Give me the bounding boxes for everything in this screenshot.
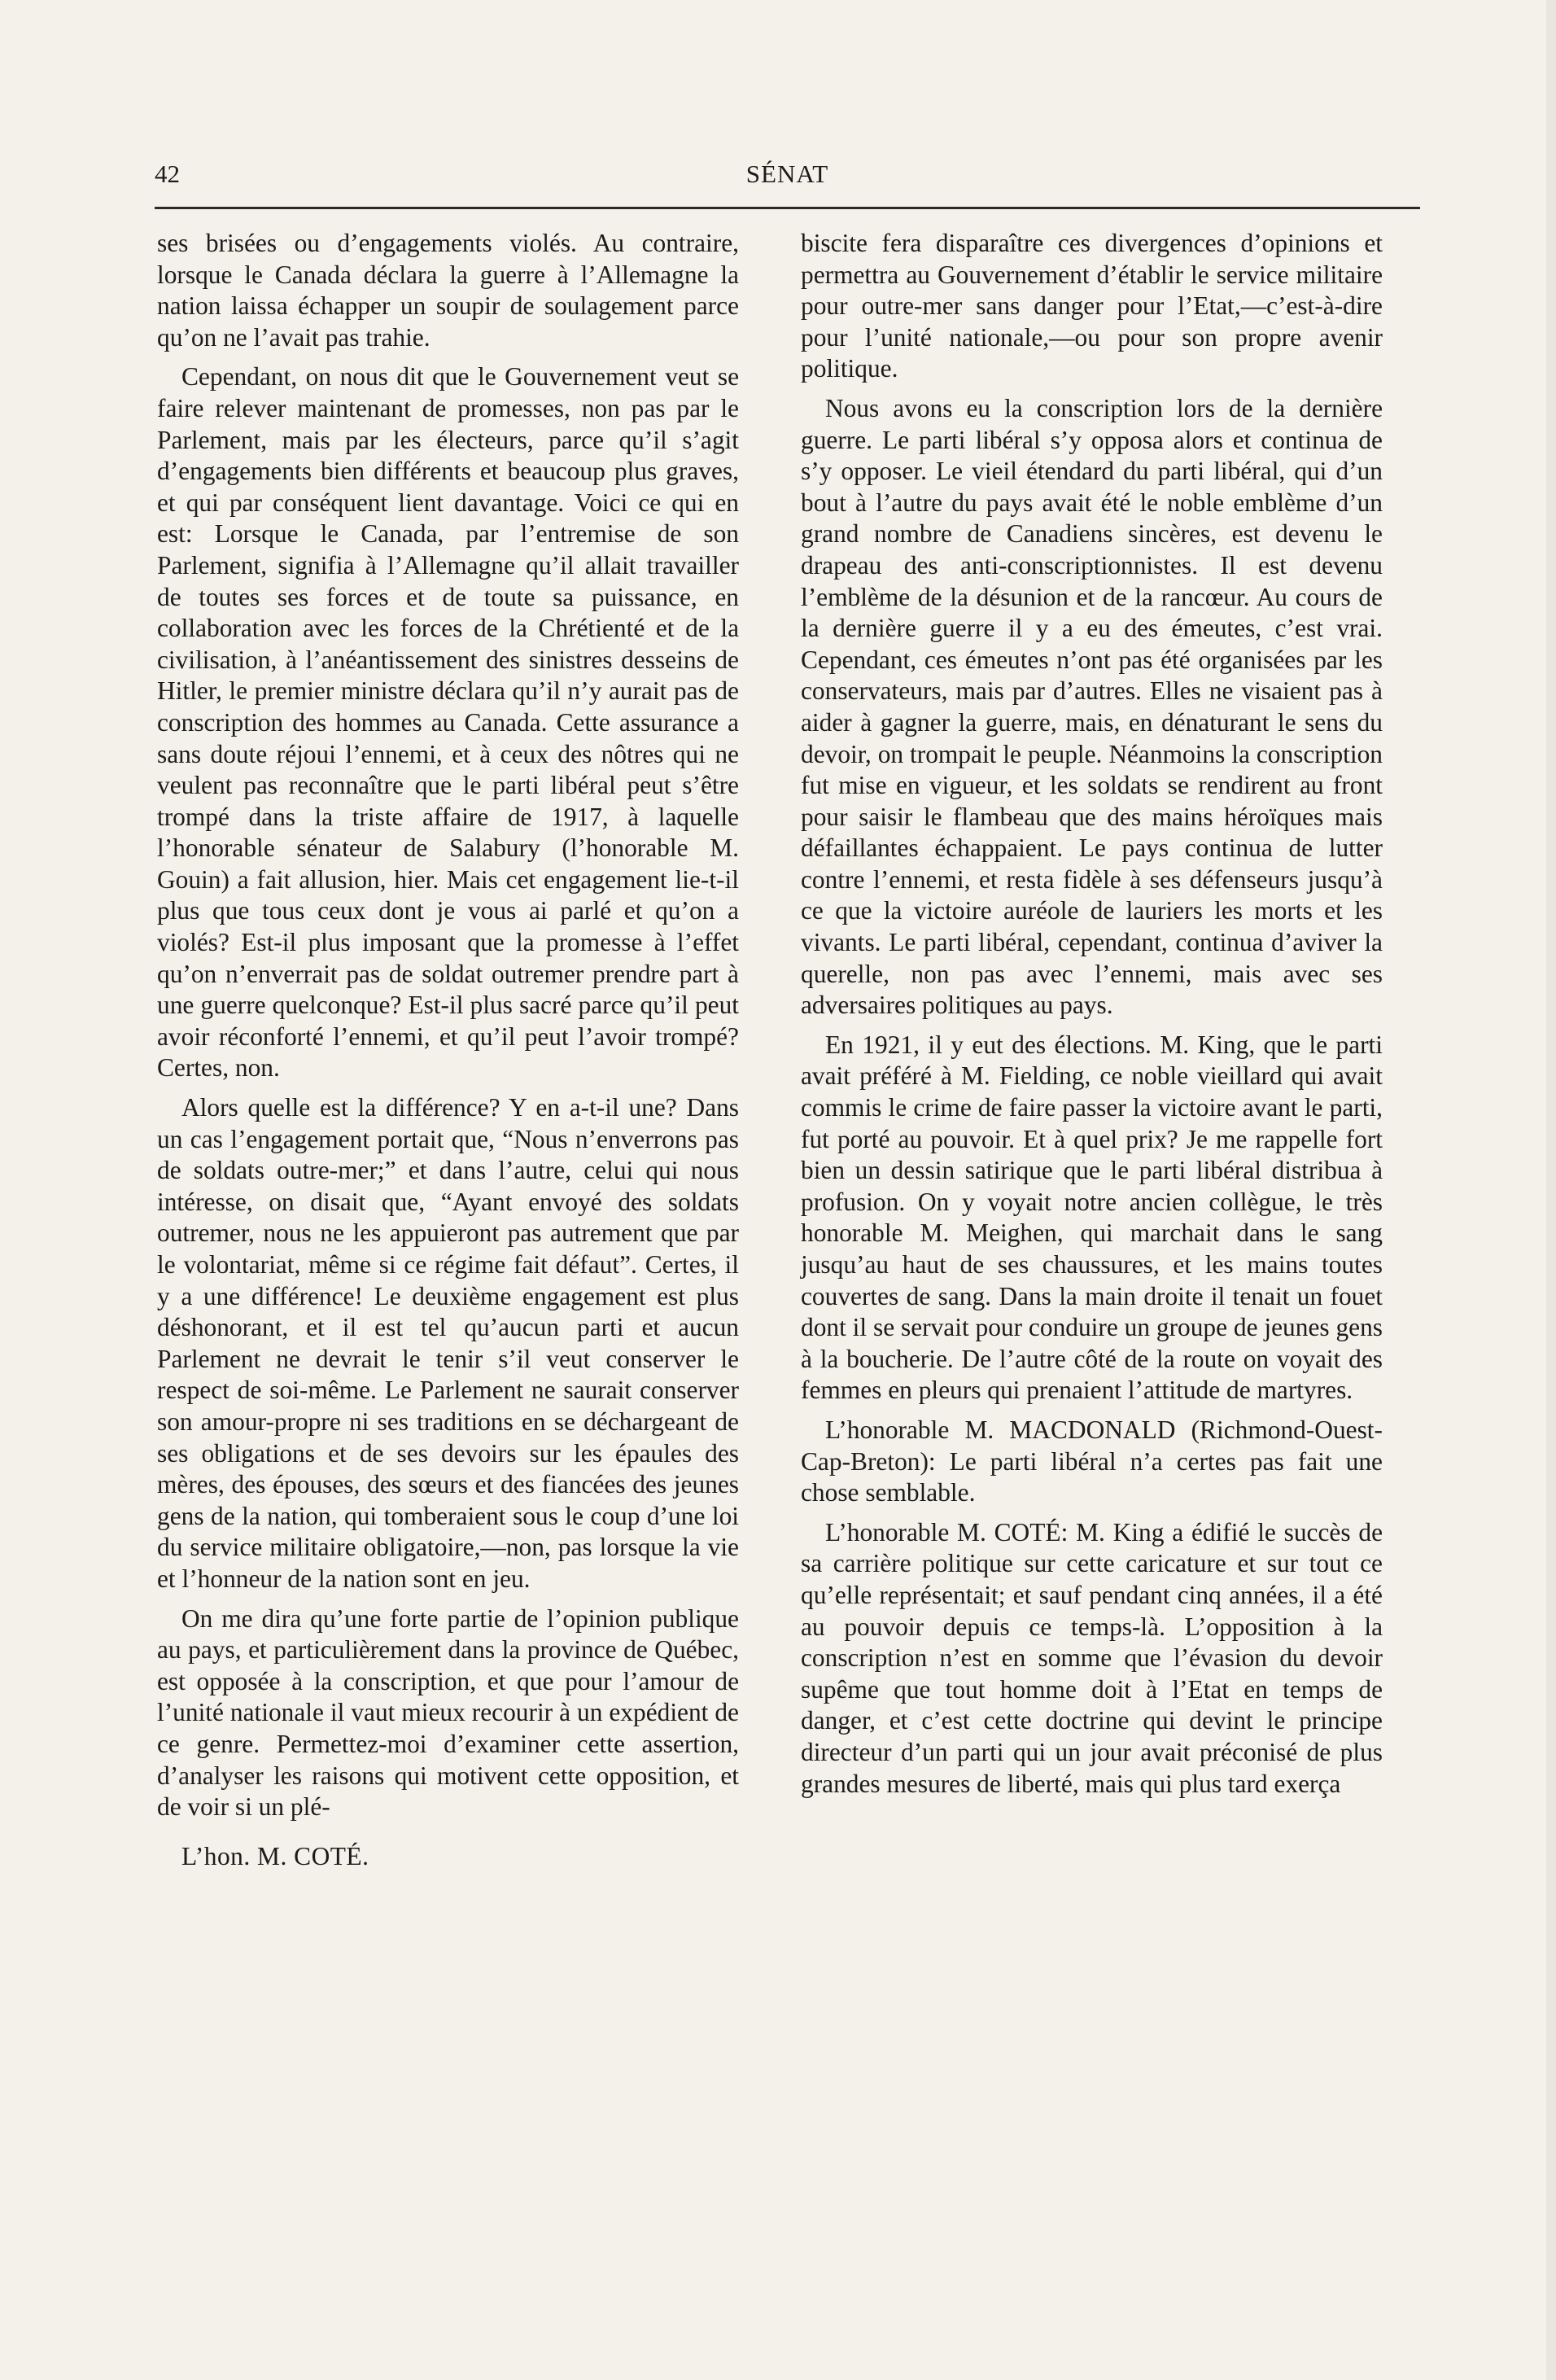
right-column (801, 228, 1383, 1808)
paragraph: Alors quelle est la différence? Y en a-t-il une? Dans un cas l’engagement portait que, “Nous n’enverrons pas de soldats outre-mer;” et dans l’autre, celui qui nous intéresse, on disait que, “Ayant envoyé des soldats outremer, nous ne les appuieront pas autrement que par le volontariat, même si ce régime fait défaut”. Certes, il y a une différence! Le deuxième engagement est plus déshonorant, et il est tel qu’aucun parti et aucun Parlement ne devrait le tenir s’il veut conserver le respect de soi-même. Le Parlement ne saurait conserver son amour-propre ni ses traditions en se déchargeant de ses obligations et de ses devoirs sur les épaules des mères, des épouses, des sœurs et des fiancées des jeunes gens de la nation, qui tomberaient sous le coup d’une loi du service militaire obligatoire,—non, pas lorsque la vie et l’honneur de la nation sont en jeu. (157, 1093, 739, 1593)
section-title: SÉNAT (745, 160, 829, 188)
page-number: 42 (155, 160, 180, 188)
paragraph: On me dira qu’une forte partie de l’opinion publique au pays, et particulièrement dans la province de Québec, est opposée à la conscription, et que pour l’amour de l’unité nationale il vaut mieux recourir à un expédient de ce genre. Permettez-moi d’examiner cette assertion, d’analyser les raisons qui motivent cette opposition, et de voir si un plé- (157, 1603, 739, 1822)
paragraph: ses brisées ou d’engagements violés. Au contraire, lorsque le Canada déclara la guerre à l’Allemagne la nation laissa échapper un soupir de soulagement parce qu’on ne l’avait pas trahie. (157, 229, 739, 352)
speaker-footer: L’hon. M. COTÉ. (181, 1841, 369, 1870)
running-head (155, 160, 1420, 199)
page-edge (1546, 0, 1556, 2380)
paragraph: biscite fera disparaître ces divergences d’opinions et permettra au Gouvernement d’établir le service militaire pour outre-mer sans danger pour l’Etat,—c’est-à-dire pour l’unité nationale,—ou pour son propre avenir politique. (801, 229, 1383, 383)
header-rule (155, 207, 1420, 209)
paragraph: Nous avons eu la conscription lors de la dernière guerre. Le parti libéral s’y opposa alors et continua de s’y opposer. Le vieil étendard du parti libéral, qui d’un bout à l’autre du pays avait été le noble emblème d’un grand nombre de Canadiens sincères, est devenu le drapeau des anti-conscriptionnistes. Il est devenu l’emblème de la désunion et de la rancœur. Au cours de la dernière guerre il y a eu des émeutes, c’est vrai. Cependant, ces émeutes n’ont pas été organisées par les conservateurs, mais par d’autres. Elles ne visaient pas à aider à gagner la guerre, mais, en dénaturant le sens du devoir, on trompait le peuple. Néanmoins la conscription fut mise en vigueur, et les soldats se rendirent au front pour saisir le flambeau que des mains héroïques mais défaillantes échappaient. Le pays continua de lutter contre l’ennemi, et resta fidèle à ses défenseurs jusqu’à ce que la victoire auréole de lauriers les morts et les vivants. Le parti libéral, cependant, continua d’aviver la querelle, non pas avec l’ennemi, mais avec ses adversaires politiques au pays. (801, 393, 1383, 1020)
paragraph: Cependant, on nous dit que le Gouvernement veut se faire relever maintenant de promesses, non pas par le Parlement, mais par les électeurs, parce qu’il s’agit d’engagements bien différents et beaucoup plus graves, et qui par conséquent lient davantage. Voici ce qui en est: Lorsque le Canada, par l’entremise de son Parlement, signifia à l’Allemagne qu’il allait travailler de toutes ses forces et de toute sa puissance, en collaboration avec les forces de la Chrétienté et de la civilisation, à l’anéantissement des sinistres desseins de Hitler, le premier ministre déclara qu’il n’y aurait pas de conscription des hommes au Canada. Cette assurance a sans doute réjoui l’ennemi, et à ceux des nôtres qui ne veulent pas reconnaître que le parti libéral peut s’être trompé dans la triste affaire de 1917, à laquelle l’honorable sénateur de Salabury (l’honorable M. Gouin) a fait allusion, hier. Mais cet engagement lie-t-il plus que tous ceux dont je vous ai parlé et qu’on a violés? Est-il plus imposant que la promesse à l’effet qu’on n’enverrait pas de soldat outremer prendre part à une guerre quelconque? Est-il plus sacré parce qu’il peut avoir réconforté l’ennemi, et qu’il peut l’avoir trompé? Certes, non. (157, 362, 739, 1083)
left-column (157, 228, 739, 1872)
paragraph: En 1921, il y eut des élections. M. King, que le parti avait préféré à M. Fielding, ce noble vieillard qui avait commis le crime de faire passer la victoire avant le parti, fut porté au pouvoir. Et à quel prix? Je me rappelle fort bien un dessin satirique que le parti libéral distribua à profusion. On y voyait notre ancien collègue, le très honorable M. Meighen, qui marchait dans le sang jusqu’au haut de ses chaussures, et les mains toutes couvertes de sang. Dans la main droite il tenait un fouet dont il se servait pour conduire un groupe de jeunes gens à la boucherie. De l’autre côté de la route on voyait des femmes en pleurs qui prenaient l’attitude de martyres. (801, 1030, 1383, 1405)
paragraph: L’honorable M. MACDONALD (Richmond-Ouest-Cap-Breton): Le parti libéral n’a certes pas fait une chose semblable. (801, 1415, 1383, 1507)
paragraph: L’honorable M. COTÉ: M. King a édifié le succès de sa carrière politique sur cette caricature et sur tout ce qu’elle représentait; et sauf pendant cinq années, il a été au pouvoir depuis ce temps-là. L’opposition à la conscription n’est en somme que l’évasion du devoir supême que tout homme doit à l’Etat en temps de danger, et c’est cette doctrine qui devint le principe directeur d’un parti qui un jour avait préconisé de plus grandes mesures de liberté, mais qui plus tard exerça (801, 1517, 1383, 1798)
